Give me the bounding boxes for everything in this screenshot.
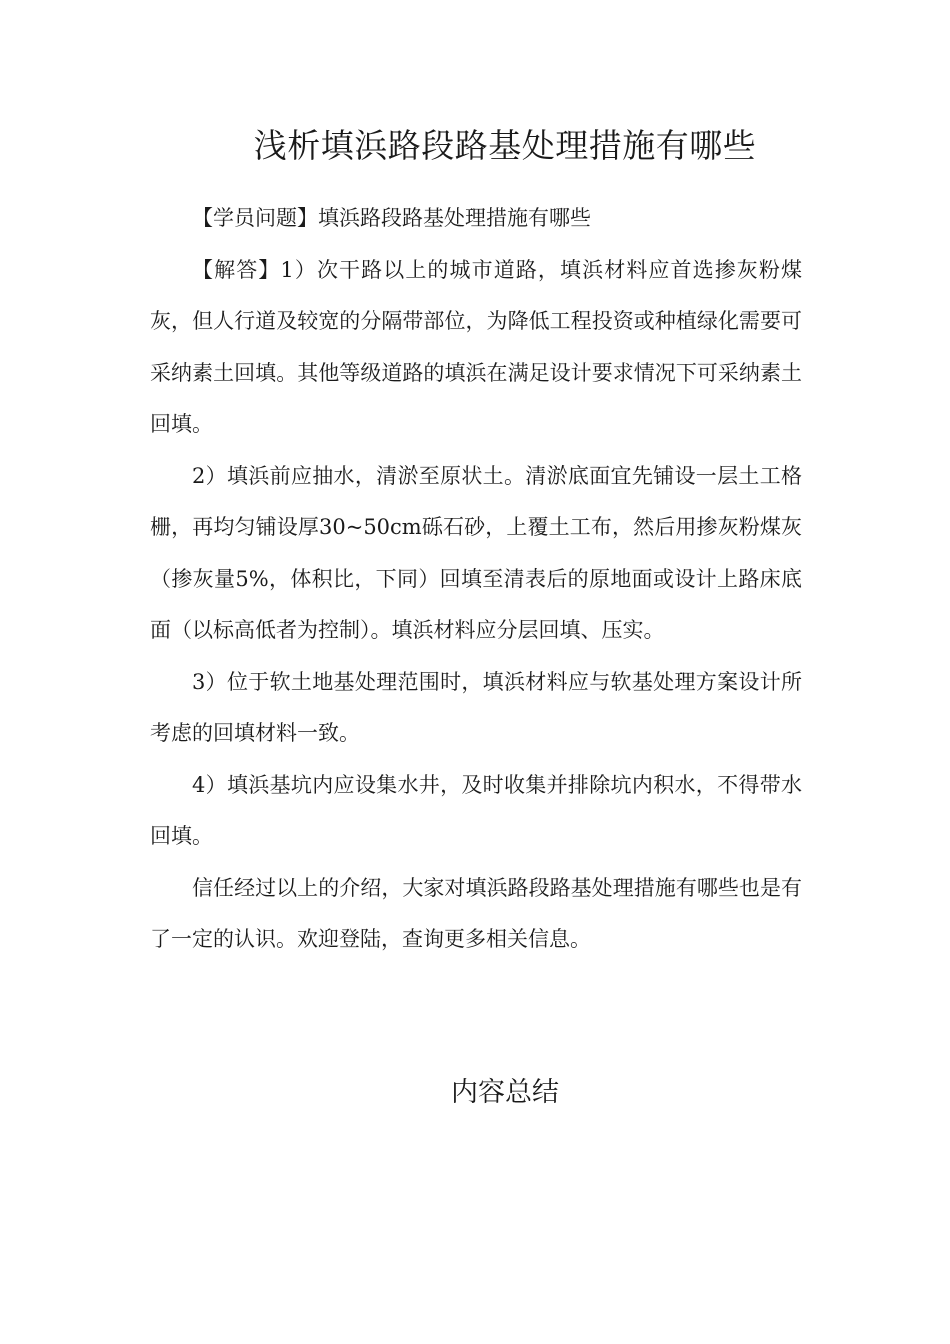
page-title: 浅析填浜路段路基处理措施有哪些	[253, 126, 757, 165]
paragraph-conclusion: 信任经过以上的介绍，大家对填浜路段路基处理措施有哪些也是有了一定的认识。欢迎登陆，查询更多相关信息。	[150, 875, 802, 951]
paragraph-answer-4: 4）填浜基坑内应设集水井，及时收集并排除坑内积水，不得带水回填。	[150, 772, 802, 848]
paragraph-answer-3: 3）位于软土地基处理范围时，填浜材料应与软基处理方案设计所考虑的回填材料一致。	[150, 669, 802, 745]
paragraph-answer-2: 2）填浜前应抽水，清淤至原状土。清淤底面宜先铺设一层土工格栅，再均匀铺设厚30~50cm砾石砂，上覆土工布，然后用掺灰粉煤灰（掺灰量5%，体积比，下同）回填至清表后的原地面或设计上路床底面（以标高低者为控制）。填浜材料应分层回填、压实。	[150, 463, 802, 642]
paragraph-question: 【学员问题】填浜路段路基处理措施有哪些	[192, 206, 591, 230]
document-body	[150, 193, 802, 966]
section-heading: 内容总结	[451, 1077, 559, 1108]
paragraph-answer-1: 【解答】1）次干路以上的城市道路，填浜材料应首选掺灰粉煤灰，但人行道及较宽的分隔带部位，为降低工程投资或种植绿化需要可采纳素土回填。其他等级道路的填浜在满足设计要求情况下可采纳素土回填。	[150, 257, 802, 436]
